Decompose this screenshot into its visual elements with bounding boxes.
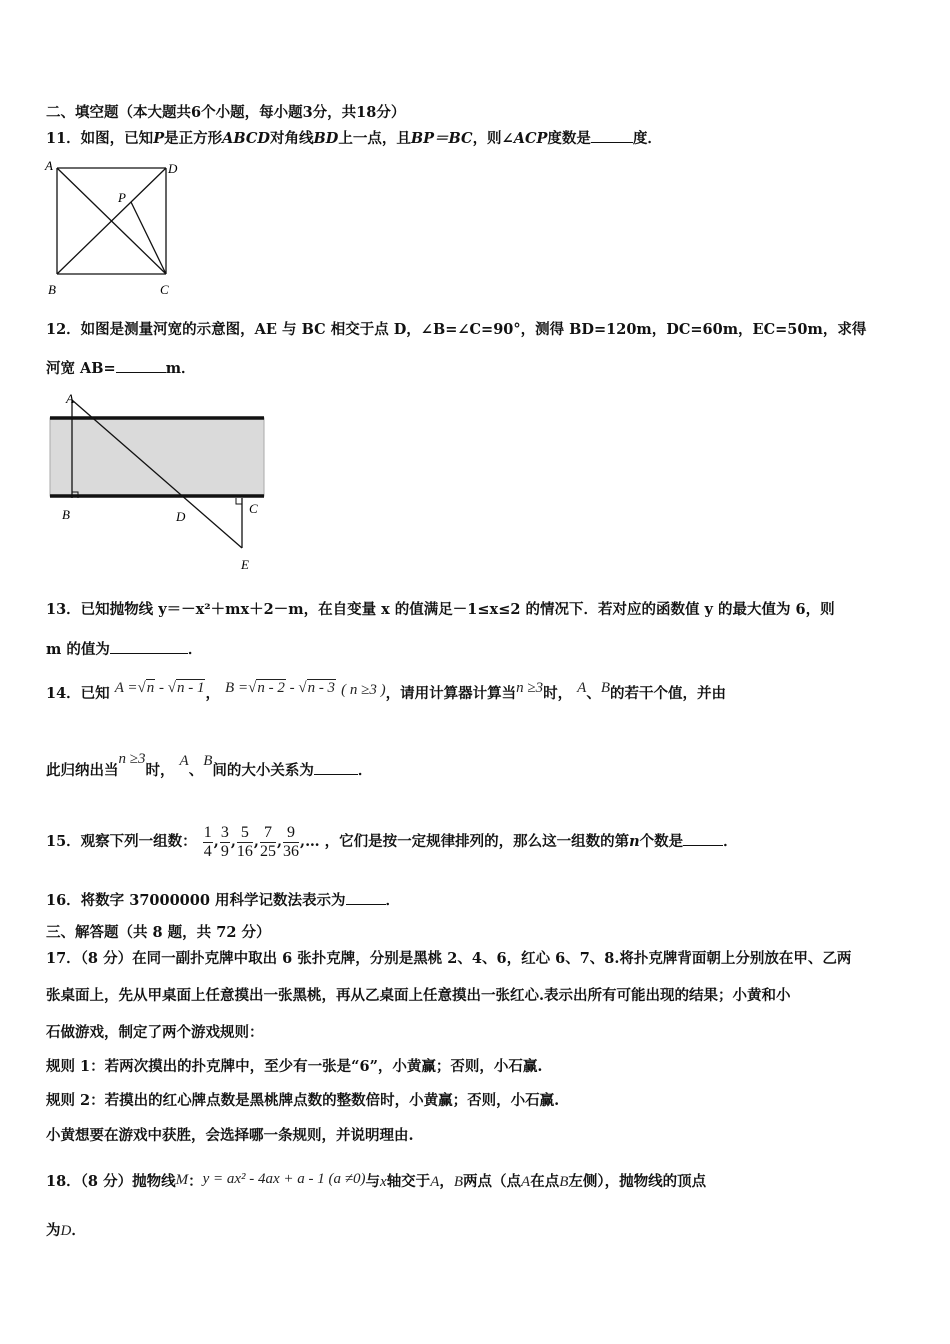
q15-text: ，它们是按一定规律排列的，那么这一组数的第 <box>324 833 630 850</box>
q18-var: B <box>559 1174 569 1190</box>
math-text: n - 1 <box>176 680 205 696</box>
question-13-line2 <box>46 639 202 660</box>
q11-text: 度数是 <box>547 130 591 147</box>
figure-line <box>131 202 166 274</box>
q15-text: ． <box>723 833 738 850</box>
question-16 <box>46 890 400 911</box>
numerator: 1 <box>203 823 212 841</box>
q14-expr-b: B =√n - 2 - √n - 3 <box>225 680 336 696</box>
rule-2: 规则 2：若摸出的红心牌点数是黑桃牌点数的整数倍时，小黄赢；否则，小石赢. <box>46 1092 560 1109</box>
numerator: 9 <box>283 824 299 843</box>
q13-text: ． <box>187 641 203 658</box>
question-11 <box>46 128 662 149</box>
question-17-line2: 张桌面上，先从甲桌面上任意摸出一张黑桃，再从乙桌面上任意摸出一张红心.表示出所有可能出现的结果；小黄和小 <box>46 987 791 1004</box>
fraction <box>220 824 230 861</box>
math-text: - <box>159 680 164 696</box>
q14-var: B <box>203 753 213 769</box>
q14-text: 间的大小关系为 <box>212 762 314 779</box>
q11-var: BP＝BC <box>410 130 473 147</box>
q14-expr-a: A =√n - √n - 1 <box>114 680 205 696</box>
q11-var: ABCD <box>222 130 270 147</box>
q11-text: 度． <box>632 130 662 147</box>
answer-blank[interactable] <box>314 760 358 775</box>
q11-var: BD <box>313 130 339 147</box>
q14-text: 、 <box>188 762 204 779</box>
math-text: n - 3 <box>307 680 336 696</box>
q18-text: ． <box>71 1222 86 1239</box>
q14-var: B <box>600 680 610 696</box>
question-13: 13．已知抛物线 y＝－x²＋mx＋2－m，在自变量 x 的值满足－1≤x≤2 的情况下．若对应的函数值 y 的最大值为 6，则 <box>46 601 835 618</box>
question-12-line2 <box>46 358 196 379</box>
q14-condition: n ≥3 <box>118 751 146 767</box>
answer-blank[interactable] <box>116 358 166 373</box>
rule-1: 规则 1：若两次摸出的扑克牌中，至少有一张是“6”，小黄赢；否则，小石赢. <box>46 1058 543 1075</box>
q12-text: m． <box>165 360 196 377</box>
numerator: 7 <box>260 824 276 843</box>
question-12: 12．如图是测量河宽的示意图，AE 与 BC 相交于点 D，∠B=∠C=90°，测得 BD=120m，DC=60m，EC=50m，求得 <box>46 321 867 338</box>
fraction <box>283 824 299 861</box>
section2-header: 二、填空题（本大题共6个小题，每小题3分，共18分） <box>46 104 406 121</box>
question-17-line6: 小黄想要在游戏中获胜，会选择哪一条规则，并说明理由. <box>46 1127 414 1144</box>
ellipsis: … <box>305 833 320 850</box>
math-text: A = <box>114 680 138 696</box>
answer-blank[interactable] <box>110 639 188 654</box>
q12-text: 河宽 AB= <box>46 360 116 377</box>
question-18-line2 <box>46 1221 86 1241</box>
label-A: A <box>45 158 53 173</box>
answer-blank[interactable] <box>591 128 633 143</box>
q14-text: 此归纳出当 <box>46 762 119 779</box>
q18-expression: y = ax² - 4ax + a - 1 (a ≠0) <box>202 1171 366 1187</box>
label-C: C <box>160 282 169 297</box>
label-D: D <box>176 509 186 524</box>
numerator: 5 <box>237 824 253 843</box>
denominator: 36 <box>283 842 299 860</box>
denominator: 16 <box>236 842 253 860</box>
q15-text: 15．观察下列一组数： <box>46 833 197 850</box>
fraction <box>237 824 253 861</box>
q11-var: ACP <box>513 130 548 147</box>
label-D: D <box>168 161 178 176</box>
q18-var: A <box>430 1174 440 1190</box>
q18-var: x <box>380 1174 387 1190</box>
q18-var: B <box>453 1174 464 1190</box>
math-text: n - 2 <box>257 680 285 696</box>
fraction <box>203 824 213 861</box>
square-figure <box>42 156 182 298</box>
q14-text: ， <box>205 685 220 702</box>
answer-blank[interactable] <box>683 831 723 846</box>
q11-text: 是正方形 <box>164 130 223 147</box>
q14-var: A <box>577 680 587 696</box>
q14-condition: n ≥3 <box>516 680 544 696</box>
question-14-line2 <box>46 751 373 781</box>
q11-var: P <box>153 130 165 147</box>
q15-var: n <box>629 833 640 850</box>
question-17-line3: 石做游戏，制定了两个游戏规则： <box>46 1024 264 1041</box>
label-E: E <box>241 557 249 572</box>
q15-text: 个数是 <box>639 833 684 850</box>
q13-text: m 的值为 <box>46 641 110 658</box>
q14-text: ，请用计算器计算当 <box>385 685 517 702</box>
denominator: 4 <box>203 842 212 860</box>
q18-text: ： <box>188 1173 203 1190</box>
q14-text: 时， <box>543 685 573 702</box>
label-C: C <box>249 501 258 516</box>
label-P: P <box>118 190 126 205</box>
section3-header: 三、解答题（共 8 题，共 72 分） <box>46 924 271 941</box>
denominator: 9 <box>220 842 229 860</box>
q11-text: 对角线 <box>269 130 314 147</box>
answer-blank[interactable] <box>346 890 386 905</box>
label-B: B <box>48 282 56 297</box>
q14-var: A <box>179 753 189 769</box>
math-text: n <box>146 680 155 696</box>
q18-text: 左侧），抛物线的顶点 <box>568 1173 707 1190</box>
q18-text: 轴交于 <box>386 1173 431 1190</box>
fraction <box>260 824 276 861</box>
question-15: 15．观察下列一组数： $\frac{1}{4}$ , $\frac{3}{9}$ , $\frac{5}{16}$ , $\frac{7}{25}$ , $\frac{9}{36}$ ,… ，它们是按一定规律排列的，那么这一组数的第n个数是 ． <box>46 823 738 860</box>
q14-text: 、 <box>586 685 601 702</box>
q16-text: ． <box>385 892 400 909</box>
numerator: 3 <box>220 823 229 841</box>
q14-text: 14．已知 <box>46 685 110 702</box>
q11-text: ，则∠ <box>472 130 514 147</box>
q18-text: 为 <box>46 1222 61 1239</box>
q18-text: 两点（点 <box>463 1173 522 1190</box>
q14-text: ． <box>357 762 373 779</box>
denominator: 25 <box>259 842 276 860</box>
label-A: A <box>66 391 74 406</box>
q14-text: 时， <box>145 762 175 779</box>
river <box>50 418 264 496</box>
question-17: 17．（8 分）在同一副扑克牌中取出 6 张扑克牌，分别是黑桃 2、4、6，红心 6、7、8.将扑克牌背面朝上分别放在甲、乙两 <box>46 950 852 967</box>
right-angle-mark <box>236 498 242 504</box>
river-figure <box>42 388 282 578</box>
q18-text: ， <box>439 1173 454 1190</box>
q14-text: 的若干个值，并由 <box>610 685 726 702</box>
q18-text: 与 <box>365 1173 381 1190</box>
question-18 <box>46 1172 706 1192</box>
q18-var: M <box>175 1172 189 1188</box>
label-B: B <box>62 507 70 522</box>
q18-text: 18．（8 分）抛物线 <box>46 1173 176 1190</box>
math-text: B = <box>225 680 249 696</box>
q14-condition: ( n ≥3 ) <box>341 682 386 698</box>
q16-text: 16．将数字 37000000 用科学记数法表示为 <box>46 892 346 909</box>
q11-text: 上一点，且 <box>338 130 411 147</box>
q11-number: 11．如图，已知 <box>46 130 154 147</box>
q18-var: A <box>521 1174 531 1190</box>
question-14 <box>46 680 726 704</box>
q18-text: 在点 <box>530 1173 560 1190</box>
q18-var: D <box>60 1223 72 1239</box>
math-text: - <box>289 680 295 696</box>
